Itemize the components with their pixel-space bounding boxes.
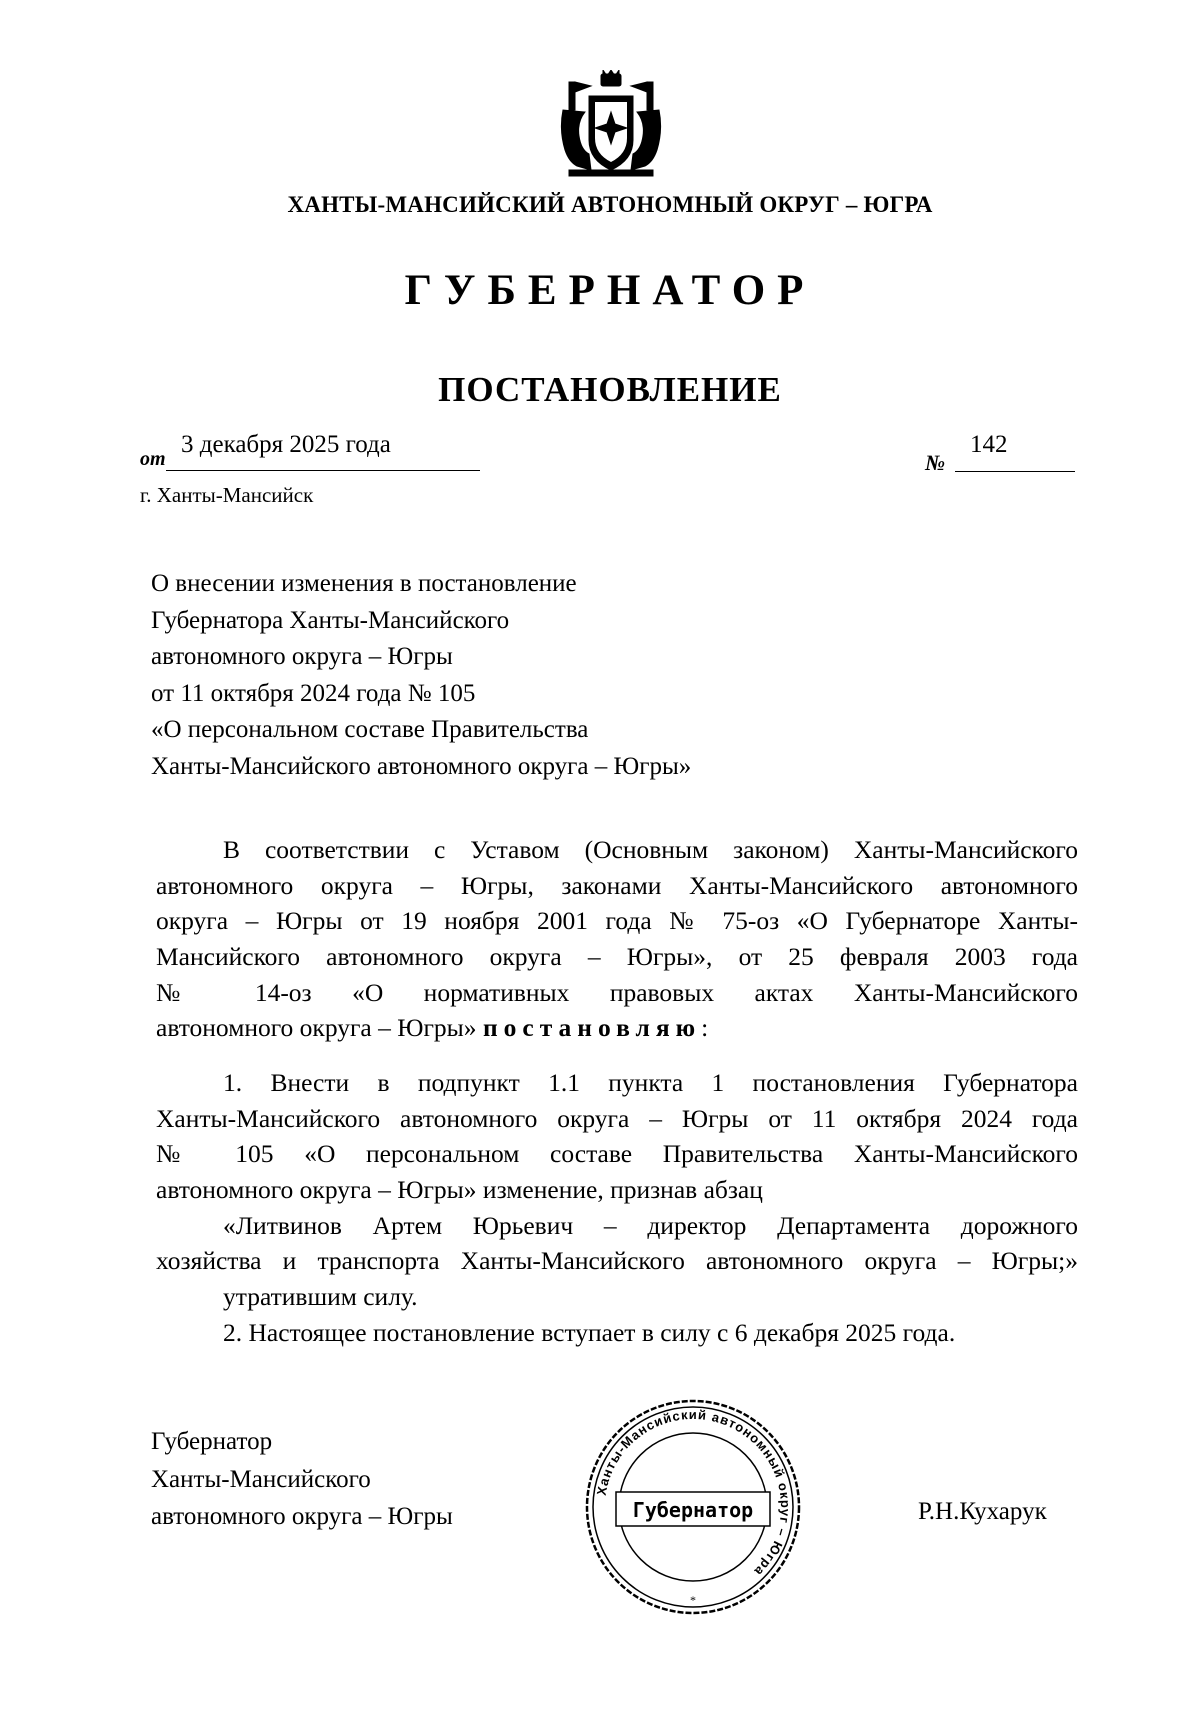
item1-line: Ханты-Мансийского автономного округа – Югры от 11 октября 2024 года — [156, 1103, 1078, 1133]
document-date: 3 декабря 2025 года — [181, 431, 391, 458]
item1-line: хозяйства и транспорта Ханты-Мансийского автономного округа – Югры;» — [156, 1246, 1078, 1276]
subject-line: автономного округа – Югры — [151, 643, 453, 671]
subject-line: Губернатора Ханты-Мансийского — [151, 606, 510, 634]
item1-line: «Литвинов Артем Юрьевич – директор Департамента дорожного — [223, 1210, 1078, 1240]
preamble-line: округа – Югры от 19 ноября 2001 года № 75-оз «О Губернаторе Ханты- — [156, 906, 1078, 936]
item1-line: 1. Внести в подпункт 1.1 пункта 1 постановления Губернатора — [223, 1068, 1078, 1097]
preamble-last-text: автономного округа – Югры» — [156, 1013, 483, 1043]
seal-center-text: Губернатор — [632, 1498, 754, 1522]
coat-of-arms-icon — [555, 70, 667, 178]
signatory-position — [151, 1423, 453, 1536]
document-type-heading: ПОСТАНОВЛЕНИЕ — [438, 370, 782, 409]
subject-line: от 11 октября 2024 года № 105 — [151, 679, 476, 707]
subject-line: О внесении изменения в постановление — [151, 570, 577, 597]
preamble-line: Мансийского автономного округа – Югры», от 25 февраля 2003 года — [156, 942, 1078, 972]
item1-line: № 105 «О персональном составе Правительства Ханты-Мансийского — [156, 1139, 1078, 1169]
subject-line: «О персональном составе Правительства — [151, 716, 589, 744]
position-line: Ханты-Мансийского — [151, 1465, 371, 1493]
item1-line: утратившим силу. — [223, 1282, 418, 1312]
authority-heading: ГУБЕРНАТОР — [404, 267, 816, 314]
city: г. Ханты-Мансийск — [140, 483, 314, 507]
preamble-line: автономного округа – Югры, законами Ханты-Мансийского автономного — [156, 870, 1078, 900]
official-seal-icon — [578, 1392, 808, 1622]
resolve-colon: : — [701, 1013, 709, 1043]
position-line: Губернатор — [151, 1428, 273, 1455]
signatory-name: Р.Н.Кухарук — [918, 1498, 1047, 1525]
document-subject — [151, 566, 691, 786]
preamble-paragraph — [156, 832, 1078, 1046]
number-label: № — [925, 450, 946, 475]
decree-items — [156, 1065, 1078, 1351]
seal-ring-text: Ханты-Мансийский автономный округ – Югра — [593, 1406, 794, 1580]
item1-line: автономного округа – Югры» изменение, признав абзац — [156, 1175, 763, 1205]
item2-line: 2. Настоящее постановление вступает в силу с 6 декабря 2025 года. — [223, 1317, 956, 1347]
position-line: автономного округа – Югры — [151, 1503, 453, 1530]
resolve-word: постановляю — [482, 1013, 702, 1043]
preamble-line: В соответствии с Уставом (Основным законом) Ханты-Мансийского — [223, 835, 1078, 864]
svg-text:*: * — [690, 1593, 696, 1607]
date-label: от — [140, 448, 166, 470]
number-underline — [955, 457, 1075, 472]
preamble-last-line — [156, 1010, 1078, 1046]
region-heading: ХАНТЫ-МАНСИЙСКИЙ АВТОНОМНЫЙ ОКРУГ – ЮГРА — [287, 192, 933, 217]
document-number: 142 — [970, 431, 1008, 458]
subject-line: Ханты-Мансийского автономного округа – Югры» — [151, 752, 692, 780]
preamble-line: № 14-оз «О нормативных правовых актах Ханты-Мансийского — [156, 977, 1078, 1007]
